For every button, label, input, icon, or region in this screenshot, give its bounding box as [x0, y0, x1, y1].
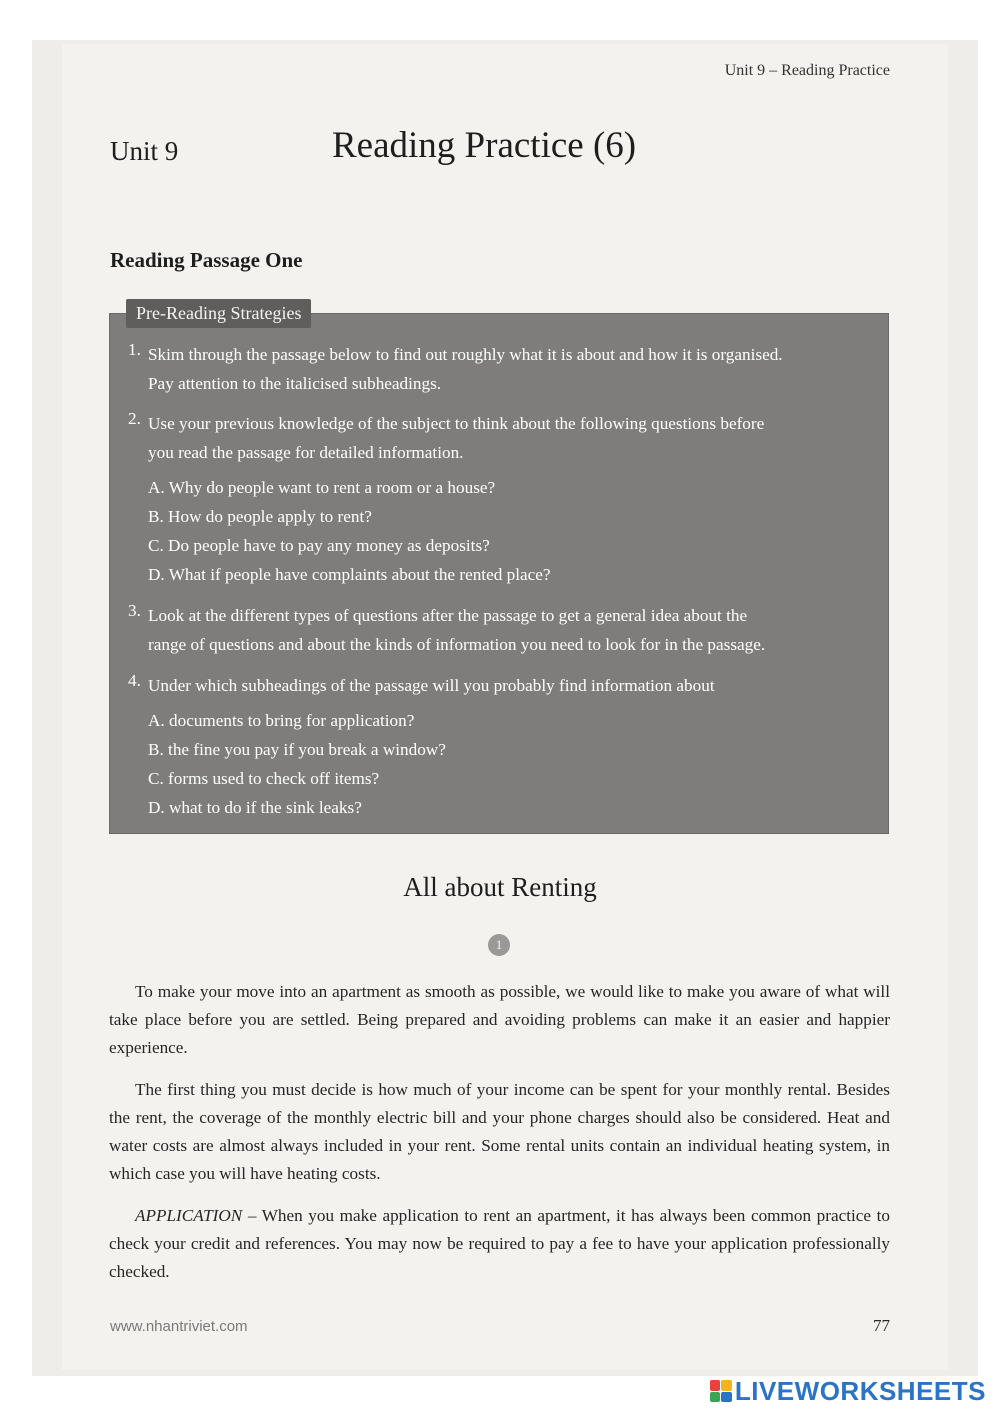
strategy-item: [128, 601, 765, 659]
strategy-subquestion: C. Do people have to pay any money as deposits?: [148, 536, 490, 555]
strategy-number: 2.: [128, 409, 141, 428]
liveworksheets-text: LIVEWORKSHEETS: [734, 1375, 986, 1406]
strategy-subquestion: B. How do people apply to rent?: [148, 507, 372, 526]
article-body: [109, 978, 890, 1286]
section-marker: 1: [488, 934, 510, 956]
liveworksheets-logo[interactable]: [710, 1374, 986, 1408]
application-text: – When you make application to rent an apartment, it has always been common practice to check your credit and references. You may now be required to pay a fee to have your application professionally checked.: [109, 1206, 890, 1281]
page-number: 77: [873, 1316, 890, 1335]
strategy-line: Look at the different types of questions after the passage to get a general idea about the: [148, 606, 748, 625]
strategy-number: 4.: [128, 671, 141, 690]
page-title: Reading Practice (6): [332, 125, 637, 166]
logo-square: [721, 1380, 732, 1391]
strategy-subquestion: A. documents to bring for application?: [148, 711, 415, 730]
strategy-subquestion: D. what to do if the sink leaks?: [148, 798, 362, 817]
strategy-subquestion: D. What if people have complaints about the rented place?: [148, 565, 551, 584]
strategy-line: range of questions and about the kinds of information you need to look for in the passage.: [148, 635, 766, 654]
article-paragraph: To make your move into an apartment as smooth as possible, we would like to make you aware of what will take place before you are settled. Being prepared and avoiding problems can make it an easier and happier experience.: [109, 982, 890, 1057]
strategy-subquestion: A. Why do people want to rent a room or a house?: [148, 478, 496, 497]
strategy-subquestion: C. forms used to check off items?: [148, 769, 380, 788]
running-head: Unit 9 – Reading Practice: [724, 62, 890, 79]
strategy-number: 3.: [128, 601, 141, 620]
strategy-item: [128, 409, 764, 589]
logo-square: [710, 1392, 721, 1403]
strategy-item: [128, 671, 715, 822]
article-paragraph-application: [109, 1202, 890, 1286]
footer-url: www.nhantriviet.com: [110, 1318, 248, 1335]
article-title: All about Renting: [403, 872, 597, 902]
logo-square: [710, 1380, 721, 1391]
liveworksheets-icon: [710, 1380, 732, 1402]
logo-square: [721, 1392, 732, 1403]
strategy-line: Skim through the passage below to find out roughly what it is about and how it is organised.: [148, 345, 783, 364]
strategy-item: [128, 340, 783, 398]
strategy-line: you read the passage for detailed information.: [148, 443, 464, 462]
strategy-line: Pay attention to the italicised subheadings.: [148, 374, 442, 393]
strategy-line: Under which subheadings of the passage will you probably find information about: [148, 676, 715, 695]
pre-reading-heading: Pre-Reading Strategies: [126, 299, 311, 328]
strategy-number: 1.: [128, 340, 141, 359]
strategy-line: Use your previous knowledge of the subject to think about the following questions before: [148, 414, 765, 433]
application-subheading: APPLICATION: [135, 1206, 243, 1225]
passage-label: Reading Passage One: [110, 248, 303, 272]
strategy-subquestion: B. the fine you pay if you break a window?: [148, 740, 446, 759]
article-paragraph: The first thing you must decide is how much of your income can be spent for your monthly rental. Besides the rent, the coverage of the monthly electric bill and your phone charges should also be considered. Heat and water costs are almost always included in your rent. Some rental units contain an individual heating system, in which case you will have heating costs.: [109, 1080, 890, 1183]
unit-label: Unit 9: [110, 136, 179, 166]
